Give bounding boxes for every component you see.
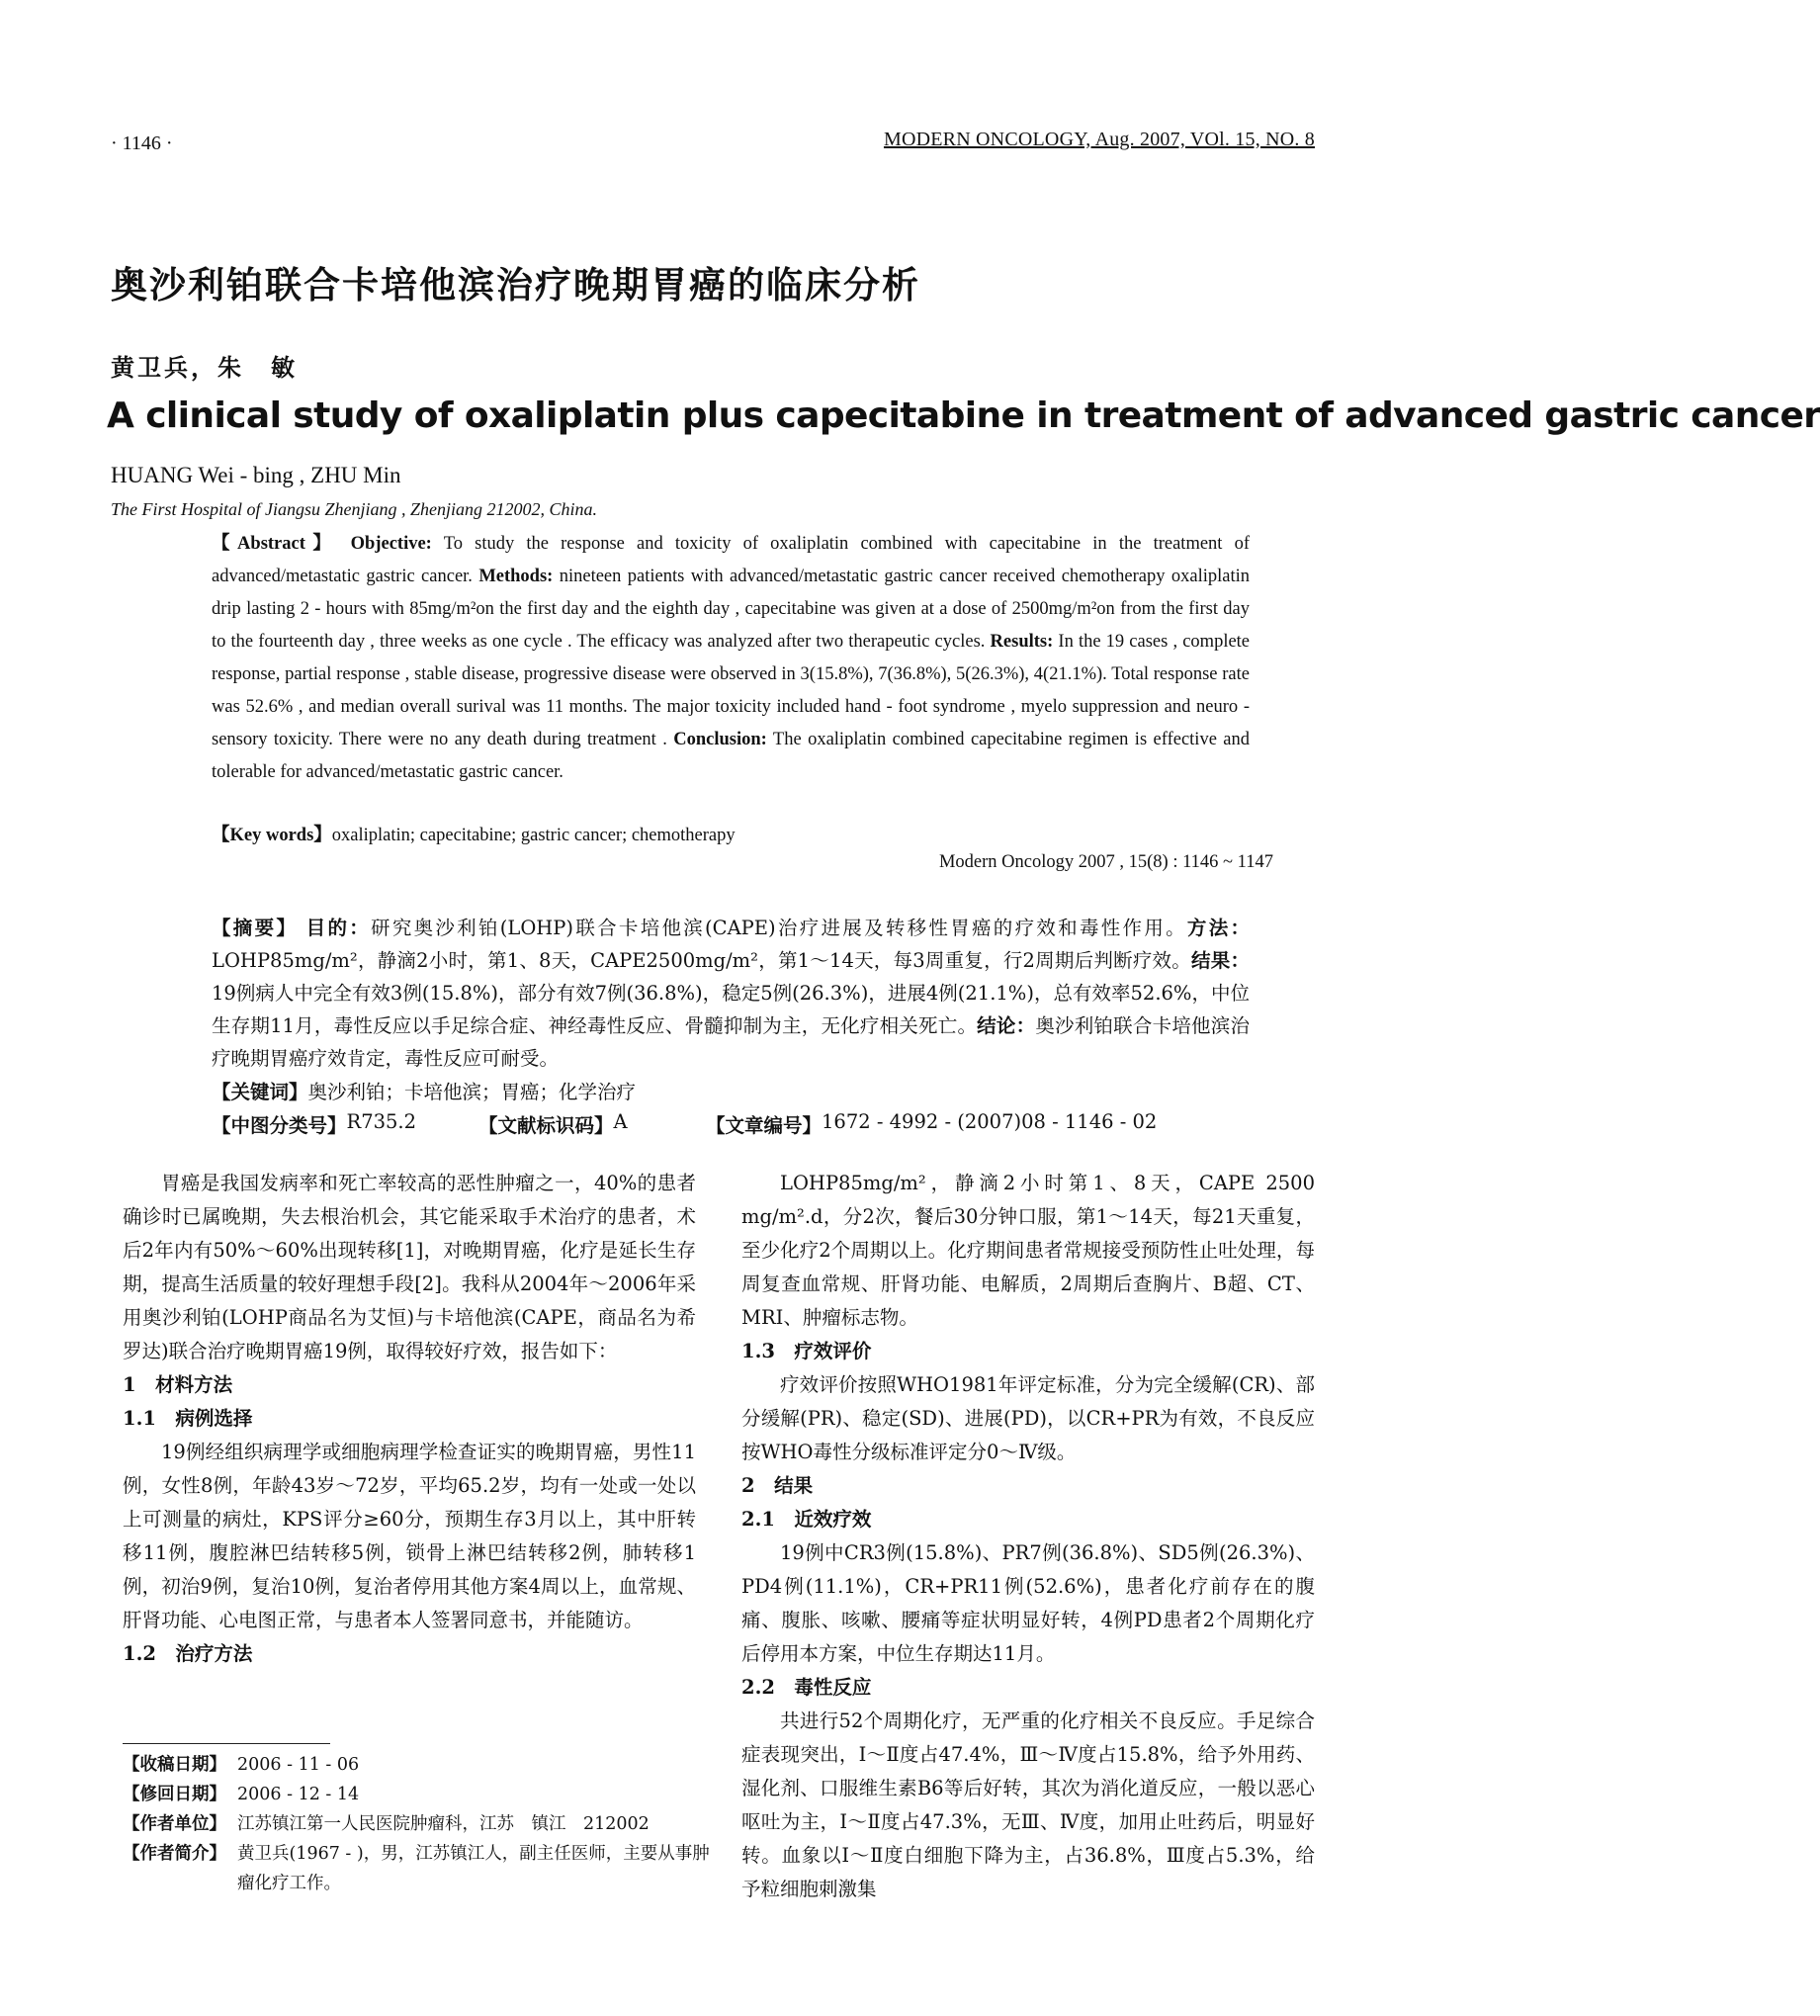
footnote-text: 2006 - 12 - 14 [237, 1785, 360, 1804]
page-number: · 1146 · [111, 132, 173, 154]
subsection-heading: 1.1 病例选择 [123, 1407, 253, 1430]
conclusion-cn-text: 奥沙利铂联合卡培他滨治疗晚期胃癌疗效肯定，毒性反应可耐受。 [212, 1014, 1250, 1070]
results-text: In the 19 cases , complete response, partial response , stable disease, progressive disease were observed in 3(15.8%), 7(36.8%), 5(26.3%), 4(21.1%). Total response rate was 52.6% , and median overall surival was 11 months. The major toxicity included hand - foot syndrome , myelo suppression and neuro - sensory toxicity. There were no any death during treatment . [212, 632, 1251, 749]
methods-cn-label: 方法： [1186, 917, 1250, 939]
footnote-label: 【修回日期】 [123, 1785, 226, 1804]
clc-label: 【中图分类号】 [212, 1114, 347, 1137]
results-cn-text: 19例病人中完全有效3例(15.8%)，部分有效7例(36.8%)，稳定5例(26.3%)，进展4例(21.1%)，总有效率52.6%，中位生存期11月，毒性反应以手足综合症、神经毒性反应、骨髓抑制为主，无化疗相关死亡。 [212, 982, 1250, 1037]
abstract-cn-label: 【摘要】 [212, 917, 299, 939]
conclusion-label: Conclusion: [673, 730, 767, 749]
methods-cn-text: LOHP85mg/m²，静滴2小时，第1、8天，CAPE2500mg/m²，第1～14天，每3周重复，行2周期后判断疗效。 [212, 949, 1192, 972]
subsection-heading: 2.2 毒性反应 [741, 1676, 872, 1699]
abstract-chinese [212, 912, 1250, 1075]
efficacy-paragraph: 19例中CR3例(15.8%)、PR7例(36.8%)、SD5例(26.3%)、PD4例(11.1%)，CR+PR11例(52.6%)，患者化疗前存在的腹痛、腹胀、咳嗽、腰痛等症状明显好转，4例PD患者2个周期化疗后停用本方案，中位生存期达11月。 [741, 1541, 1315, 1665]
article-number-field [706, 1110, 1158, 1138]
section-heading: 1 材料方法 [123, 1373, 233, 1396]
footnote-divider [123, 1743, 330, 1744]
keywords-cn-text: 奥沙利铂；卡培他滨；胃癌；化学治疗 [307, 1081, 637, 1103]
doc-code-label: 【文献标识码】 [478, 1114, 614, 1137]
clc-field [212, 1110, 417, 1138]
footnote-label: 【收稿日期】 [123, 1755, 226, 1775]
objective-cn-label: 目的： [305, 917, 372, 939]
title-chinese: 奥沙利铂联合卡培他滨治疗晚期胃癌的临床分析 [111, 263, 920, 307]
footnotes [123, 1750, 716, 1898]
methods-text: nineteen patients with advanced/metastatic gastric cancer received chemotherapy oxaliplatin drip lasting 2 - hours with 85mg/m²on the first day and the eighth day , capecitabine was given at a dose of 2500mg/m²on from the first day to the fourteenth day , three weeks as one cycle . The efficacy was analyzed after two therapeutic cycles. [212, 567, 1251, 652]
subsection-heading: 2.1 近效疗效 [741, 1508, 872, 1531]
keywords-chinese [212, 1077, 636, 1104]
citation-english: Modern Oncology 2007 , 15(8) : 1146 ~ 1147 [938, 852, 1273, 872]
abstract-label: 【Abstract】 [212, 534, 339, 554]
title-english: A clinical study of oxaliplatin plus capecitabine in treatment of advanced gastric cancer [107, 395, 1820, 436]
footnote-author-bio [123, 1839, 716, 1898]
keywords-cn-label: 【关键词】 [212, 1081, 308, 1103]
toxicity-paragraph: 共进行52个周期化疗，无严重的化疗相关不良反应。手足综合症表现突出，Ⅰ～Ⅱ度占47.4%，Ⅲ～Ⅳ度占15.8%，给予外用药、湿化剂、口服维生素B6等后好转，其次为消化道反应，一般以恶心呕吐为主，Ⅰ～Ⅱ度占47.3%，无Ⅲ、Ⅳ度，加用止吐药后，明显好转。血象以Ⅰ～Ⅱ度白细胞下降为主，占36.8%，Ⅲ度占5.3%，给予粒细胞刺激集 [741, 1709, 1315, 1900]
clc-value: R735.2 [346, 1110, 417, 1133]
objective-cn-text: 研究奥沙利铂(LOHP)联合卡培他滨(CAPE)治疗进展及转移性胃癌的疗效和毒性作用。 [371, 917, 1187, 939]
footnote-text: 江苏镇江第一人民医院肿瘤科，江苏 镇江 212002 [237, 1814, 650, 1834]
article-number-value: 1672 - 4992 - (2007)08 - 1146 - 02 [822, 1110, 1158, 1133]
abstract-english [212, 528, 1250, 789]
subsection-heading: 1.3 疗效评价 [741, 1340, 872, 1362]
authors-english: HUANG Wei - bing , ZHU Min [111, 463, 401, 487]
results-label: Results: [990, 632, 1054, 652]
objective-text: To study the response and toxicity of oxaliplatin combined with capecitabine in the treatment of advanced/metastatic gastric cancer. [212, 534, 1251, 586]
keywords-text: oxaliplatin; capecitabine; gastric cancer; chemotherapy [331, 826, 736, 845]
doc-code-field [478, 1110, 628, 1138]
footnote-label: 【作者简介】 [123, 1844, 226, 1864]
authors-chinese: 黄卫兵，朱 敏 [111, 353, 298, 382]
footnote-text: 2006 - 11 - 06 [237, 1755, 360, 1775]
results-cn-label: 结果： [1191, 949, 1250, 972]
patients-paragraph: 19例经组织病理学或细胞病理学检查证实的晚期胃癌，男性11例，女性8例，年龄43岁～72岁，平均65.2岁，均有一处或一处以上可测量的病灶，KPS评分≥60分，预期生存3月以上，其中肝转移11例，腹腔淋巴结转移5例，锁骨上淋巴结转移2例，肺转移1例，初治9例，复治10例，复治者停用其他方案4周以上，血常规、肝肾功能、心电图正常，与患者本人签署同意书，并能随访。 [123, 1441, 696, 1631]
article-number-label: 【文章编号】 [706, 1114, 823, 1137]
objective-label: Objective: [350, 534, 432, 554]
body-right-column [741, 1167, 1315, 1906]
keywords-label: 【Key words】 [212, 826, 332, 845]
footnote-revised [123, 1780, 716, 1809]
affiliation-english: The First Hospital of Jiangsu Zhenjiang , Zhenjiang 212002, China. [111, 499, 598, 519]
footnote-institution [123, 1809, 716, 1839]
evaluation-paragraph: 疗效评价按照WHO1981年评定标准，分为完全缓解(CR)、部分缓解(PR)、稳定(SD)、进展(PD)，以CR+PR为有效，不良反应按WHO毒性分级标准评定分0～Ⅳ级。 [741, 1373, 1315, 1463]
methods-label: Methods: [478, 567, 554, 586]
treatment-paragraph: LOHP85mg/m²，静滴2小时第1、8天，CAPE 2500 mg/m².d，分2次，餐后30分钟口服，第1～14天，每21天重复，至少化疗2个周期以上。化疗期间患者常规接受预防性止吐处理，每周复查血常规、肝肾功能、电解质，2周期后查胸片、B超、CT、MRI、肿瘤标志物。 [741, 1172, 1315, 1329]
intro-paragraph: 胃癌是我国发病率和死亡率较高的恶性肿瘤之一，40%的患者确诊时已属晚期，失去根治机会，其它能采取手术治疗的患者，术后2年内有50%～60%出现转移[1]，对晚期胃癌，化疗是延长生存期，提高生活质量的较好理想手段[2]。我科从2004年～2006年采用奥沙利铂(LOHP商品名为艾恒)与卡培他滨(CAPE，商品名为希罗达)联合治疗晚期胃癌19例，取得较好疗效，报告如下： [123, 1172, 696, 1362]
section-heading: 2 结果 [741, 1474, 814, 1497]
doc-code-value: A [613, 1110, 628, 1133]
footnote-text: 黄卫兵(1967 - )，男，江苏镇江人，副主任医师，主要从事肿瘤化疗工作。 [237, 1844, 710, 1893]
keywords-english [212, 821, 736, 846]
conclusion-text: The oxaliplatin combined capecitabine regimen is effective and tolerable for advanced/metastatic gastric cancer. [212, 730, 1251, 782]
body-left-column [123, 1167, 696, 1671]
footnote-label: 【作者单位】 [123, 1814, 226, 1834]
conclusion-cn-label: 结论： [977, 1014, 1036, 1037]
footnote-received [123, 1750, 716, 1780]
journal-header: MODERN ONCOLOGY, Aug. 2007, VOl. 15, NO. 8 [883, 129, 1315, 150]
subsection-heading: 1.2 治疗方法 [123, 1642, 253, 1665]
